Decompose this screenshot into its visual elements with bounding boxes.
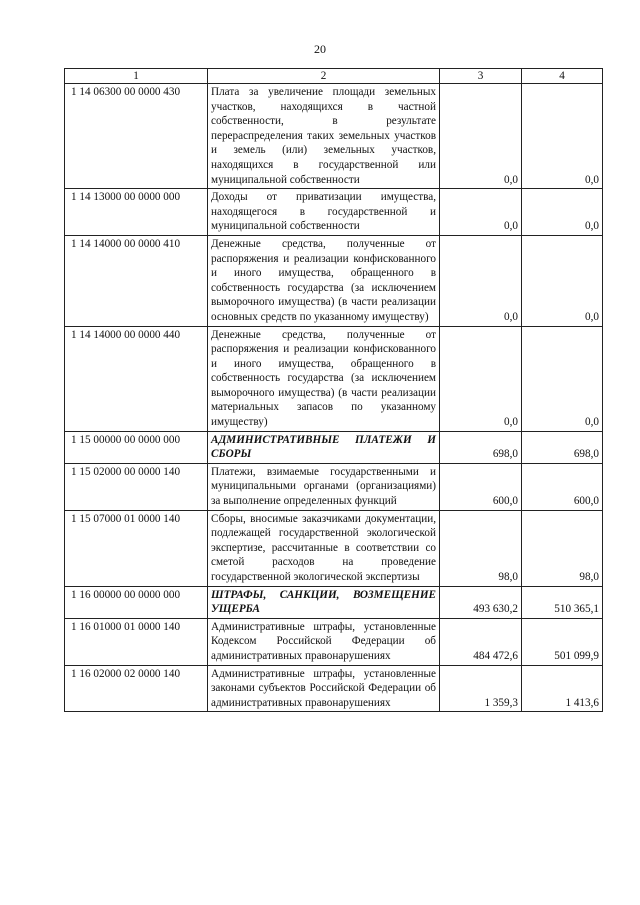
- revenue-description: Сборы, вносимые заказчиками документации, подлежащей государственной экологической экспертизе, рассчитанные в соответствии со сметой расходов на проведение государственной экологической экспертизы: [208, 510, 440, 586]
- budget-code: 1 14 14000 00 0000 440: [65, 326, 208, 431]
- section-row: [65, 586, 603, 618]
- amount-column-4: 510 365,1: [522, 586, 603, 618]
- amount-column-4: 698,0: [522, 431, 603, 463]
- table-row: [65, 84, 603, 189]
- amount-column-3: 484 472,6: [440, 618, 522, 665]
- table-row: [65, 618, 603, 665]
- page-number: 20: [314, 42, 326, 56]
- amount-column-3: 600,0: [440, 463, 522, 510]
- budget-code: 1 14 13000 00 0000 000: [65, 189, 208, 236]
- table-row: [65, 326, 603, 431]
- amount-column-3: 1 359,3: [440, 665, 522, 712]
- budget-code: 1 16 00000 00 0000 000: [65, 586, 208, 618]
- amount-column-4: 0,0: [522, 84, 603, 189]
- amount-column-3: 0,0: [440, 235, 522, 326]
- amount-column-4: 501 099,9: [522, 618, 603, 665]
- section-title: ШТРАФЫ, САНКЦИИ, ВОЗМЕЩЕНИЕ УЩЕРБА: [208, 586, 440, 618]
- section-row: [65, 431, 603, 463]
- amount-column-4: 98,0: [522, 510, 603, 586]
- budget-code: 1 14 14000 00 0000 410: [65, 235, 208, 326]
- amount-column-3: 698,0: [440, 431, 522, 463]
- budget-code: 1 14 06300 00 0000 430: [65, 84, 208, 189]
- revenue-description: Денежные средства, полученные от распоряжения и реализации конфискованного и иного имущества, обращенного в собственность государства (за исключением выморочного имущества) (в части реализации основных средств по указанному имуществу): [208, 235, 440, 326]
- table-row: [65, 665, 603, 712]
- table-row: [65, 463, 603, 510]
- revenue-description: Административные штрафы, установленные законами субъектов Российской Федерации об административных правонарушениях: [208, 665, 440, 712]
- budget-code: 1 15 00000 00 0000 000: [65, 431, 208, 463]
- amount-column-3: 0,0: [440, 326, 522, 431]
- amount-column-4: 0,0: [522, 189, 603, 236]
- budget-code: 1 16 02000 02 0000 140: [65, 665, 208, 712]
- revenue-description: Доходы от приватизации имущества, находящегося в государственной и муниципальной собственности: [208, 189, 440, 236]
- table-header: [65, 69, 603, 84]
- section-title: АДМИНИСТРАТИВНЫЕ ПЛАТЕЖИ И СБОРЫ: [208, 431, 440, 463]
- amount-column-4: 0,0: [522, 235, 603, 326]
- amount-column-3: 0,0: [440, 189, 522, 236]
- table-body: [65, 84, 603, 712]
- column-header-3: 3: [440, 69, 522, 84]
- column-header-4: 4: [522, 69, 603, 84]
- revenue-description: Плата за увеличение площади земельных участков, находящихся в частной собственности, в результате перераспределения таких земельных участков и земель (или) земельных участков, находящихся в государственной или муниципальной собственности: [208, 84, 440, 189]
- revenue-description: Денежные средства, полученные от распоряжения и реализации конфискованного и иного имущества, обращенного в собственность государства (за исключением выморочного имущества) (в части реализации материальных запасов по указанному имуществу): [208, 326, 440, 431]
- budget-code: 1 15 07000 01 0000 140: [65, 510, 208, 586]
- table-row: [65, 235, 603, 326]
- amount-column-4: 600,0: [522, 463, 603, 510]
- revenue-description: Платежи, взимаемые государственными и муниципальными органами (организациями) за выполнение определенных функций: [208, 463, 440, 510]
- column-header-2: 2: [208, 69, 440, 84]
- budget-code: 1 16 01000 01 0000 140: [65, 618, 208, 665]
- table-row: [65, 189, 603, 236]
- amount-column-3: 0,0: [440, 84, 522, 189]
- column-header-1: 1: [65, 69, 208, 84]
- budget-code: 1 15 02000 00 0000 140: [65, 463, 208, 510]
- amount-column-4: 0,0: [522, 326, 603, 431]
- revenue-table: [64, 68, 603, 712]
- revenue-description: Административные штрафы, установленные Кодексом Российской Федерации об административных правонарушениях: [208, 618, 440, 665]
- header-row: [65, 69, 603, 84]
- amount-column-3: 493 630,2: [440, 586, 522, 618]
- amount-column-4: 1 413,6: [522, 665, 603, 712]
- table-row: [65, 510, 603, 586]
- amount-column-3: 98,0: [440, 510, 522, 586]
